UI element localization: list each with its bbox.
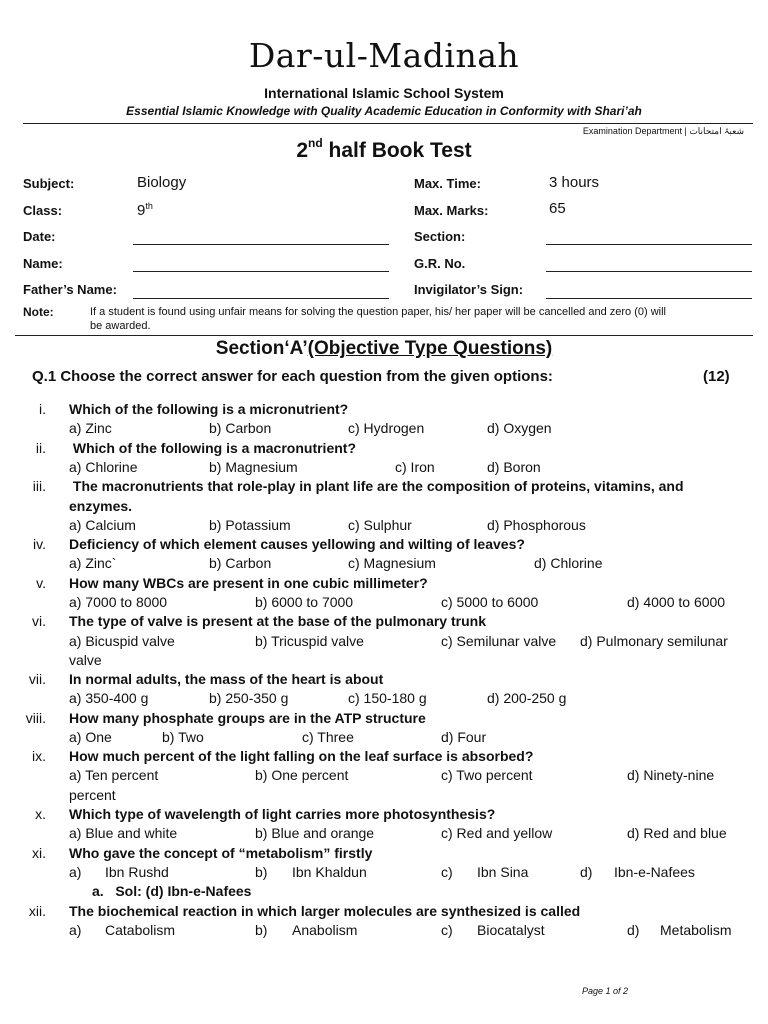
option-a[interactable]: a) 7000 to 8000	[69, 594, 168, 610]
max-marks-label: Max. Marks:	[414, 203, 489, 218]
question-text: The biochemical reaction in which larger molecules are synthesized is called	[69, 903, 581, 919]
option-c[interactable]: c) Three	[302, 729, 354, 745]
option-a[interactable]: Ibn Rushd	[105, 864, 169, 880]
note-label: Note:	[23, 305, 54, 319]
option-a[interactable]: a) Zinc`	[69, 555, 117, 571]
question-number: x.	[35, 806, 46, 822]
option-d[interactable]: d) Four	[441, 729, 487, 745]
father-name-field[interactable]	[133, 298, 389, 299]
option-a[interactable]: a) Bicuspid valve	[69, 633, 175, 649]
question-1-instruction: Q.1 Choose the correct answer for each question from the given options:	[32, 368, 553, 385]
option-d[interactable]: d) Oxygen	[487, 420, 552, 436]
option-d[interactable]: d) Chlorine	[534, 555, 603, 571]
option-c[interactable]: Biocatalyst	[477, 922, 545, 938]
name-label: Name:	[23, 256, 63, 271]
section-heading	[0, 338, 768, 360]
date-label: Date:	[23, 229, 56, 244]
question-number: vii.	[28, 671, 46, 687]
option-d[interactable]: d) 4000 to 6000	[627, 594, 726, 610]
question-number: viii.	[25, 710, 46, 726]
gr-number-label: G.R. No.	[414, 256, 466, 271]
max-time-value: 3 hours	[549, 174, 600, 191]
option-b[interactable]: b) Potassium	[209, 517, 291, 533]
school-logo: Dar-ul-Madinah	[248, 36, 520, 75]
option-c[interactable]: c) Two percent	[441, 767, 533, 783]
question-1-marks: (12)	[703, 368, 730, 385]
option-c[interactable]: c) Sulphur	[348, 517, 412, 533]
subject-label: Subject:	[23, 176, 75, 191]
title-number: 2	[296, 139, 309, 162]
question-number: iii.	[32, 478, 46, 494]
question-text: Who gave the concept of “metabolism” firstly	[69, 845, 373, 861]
question-number: vi.	[32, 613, 46, 629]
solution-text: a. Sol: (d) Ibn-e-Nafees	[92, 883, 252, 899]
option-a[interactable]: Catabolism	[105, 922, 176, 938]
option-d[interactable]: d) Ninety-nine	[627, 767, 715, 783]
page-number: Page 1 of 2	[582, 986, 629, 996]
note-line-1: If a student is found using unfair means for solving the question paper, his/ her paper will be cancelled and zero (0) will	[90, 306, 666, 318]
option-d[interactable]: d) Red and blue	[627, 825, 727, 841]
option-a-marker[interactable]: a)	[69, 922, 82, 938]
option-b[interactable]: b) 6000 to 7000	[255, 594, 354, 610]
question-number: iv.	[33, 536, 46, 552]
class-superscript: th	[145, 201, 153, 211]
section-prefix: Section‘A’	[215, 338, 308, 359]
option-c[interactable]: c) Magnesium	[348, 555, 436, 571]
question-text: How much percent of the light falling on the leaf surface is absorbed?	[69, 748, 534, 764]
option-d-marker[interactable]: d)	[580, 864, 593, 880]
section-subtitle: (Objective Type Questions)	[307, 338, 553, 359]
option-c[interactable]: Ibn Sina	[477, 864, 529, 880]
option-b-marker[interactable]: b)	[255, 864, 268, 880]
question-text: Which of the following is a macronutrient?	[69, 440, 356, 456]
class-value	[137, 201, 153, 219]
header-divider	[23, 123, 753, 124]
option-d-marker[interactable]: d)	[627, 922, 640, 938]
option-c[interactable]: c) Red and yellow	[441, 825, 553, 841]
option-b-marker[interactable]: b)	[255, 922, 268, 938]
option-b[interactable]: b) Carbon	[209, 555, 272, 571]
question-number: v.	[36, 575, 46, 591]
section-divider	[15, 335, 753, 336]
question-text: How many phosphate groups are in the ATP structure	[69, 710, 426, 726]
father-name-label: Father’s Name:	[23, 282, 117, 297]
max-time-label: Max. Time:	[414, 176, 481, 191]
name-field[interactable]	[133, 271, 389, 272]
option-b[interactable]: b) Two	[162, 729, 204, 745]
option-a[interactable]: a) Chlorine	[69, 459, 138, 475]
subject-value: Biology	[137, 174, 187, 191]
question-number: i.	[39, 401, 46, 417]
school-tagline: Essential Islamic Knowledge with Quality Academic Education in Conformity with Shari’ah	[126, 104, 642, 118]
class-label: Class:	[23, 203, 63, 218]
invigilator-sign-label: Invigilator’s Sign:	[414, 282, 524, 297]
option-a-marker[interactable]: a)	[69, 864, 82, 880]
option-d[interactable]: d) Phosphorous	[487, 517, 586, 533]
option-c[interactable]: c) Hydrogen	[348, 420, 425, 436]
option-d[interactable]: d) Pulmonary semilunar	[580, 633, 728, 649]
max-marks-value: 65	[549, 200, 566, 217]
question-text: The type of valve is present at the base of the pulmonary trunk	[69, 613, 486, 629]
question-number: xi.	[32, 845, 46, 861]
option-b[interactable]: b) Tricuspid valve	[255, 633, 364, 649]
gr-number-field[interactable]	[546, 271, 752, 272]
option-d[interactable]: d) Boron	[487, 459, 541, 475]
question-text-continued: enzymes.	[69, 498, 133, 514]
option-c[interactable]: c) 150-180 g	[348, 690, 427, 706]
question-text: How many WBCs are present in one cubic millimeter?	[69, 575, 428, 591]
page-title	[0, 138, 768, 163]
option-b[interactable]: b) 250-350 g	[209, 690, 289, 706]
option-a[interactable]: a) Blue and white	[69, 825, 178, 841]
option-c[interactable]: c) Iron	[395, 459, 435, 475]
question-number: ix.	[32, 748, 46, 764]
invigilator-sign-field[interactable]	[546, 298, 752, 299]
note-line-2: be awarded.	[90, 320, 151, 332]
section-label: Section:	[414, 229, 466, 244]
question-number: ii.	[35, 440, 46, 456]
option-c-marker[interactable]: c)	[441, 922, 453, 938]
option-c-marker[interactable]: c)	[441, 864, 453, 880]
question-text: Deficiency of which element causes yellowing and wilting of leaves?	[69, 536, 525, 552]
class-number: 9	[137, 202, 146, 219]
option-a[interactable]: a) 350-400 g	[69, 690, 149, 706]
question-text: The macronutrients that role-play in plant life are the composition of proteins, vitamins, and	[69, 478, 684, 494]
option-a[interactable]: a) Zinc	[69, 420, 112, 436]
option-wrap: percent	[69, 787, 116, 803]
question-text: In normal adults, the mass of the heart is about	[69, 671, 384, 687]
option-a[interactable]: a) One	[69, 729, 112, 745]
option-b[interactable]: b) Magnesium	[209, 459, 298, 475]
school-name: International Islamic School System	[264, 85, 504, 101]
date-field[interactable]	[133, 244, 389, 245]
option-d[interactable]: Ibn-e-Nafees	[614, 864, 695, 880]
option-d[interactable]: d) 200-250 g	[487, 690, 567, 706]
question-text: Which of the following is a micronutrient?	[69, 401, 349, 417]
title-superscript: nd	[308, 136, 323, 150]
option-b[interactable]: b) Blue and orange	[255, 825, 375, 841]
option-b[interactable]: b) One percent	[255, 767, 349, 783]
option-b[interactable]: Anabolism	[292, 922, 358, 938]
option-a[interactable]: a) Ten percent	[69, 767, 159, 783]
section-field[interactable]	[546, 244, 752, 245]
question-text: Which type of wavelength of light carries more photosynthesis?	[69, 806, 496, 822]
option-c[interactable]: c) Semilunar valve	[441, 633, 557, 649]
option-wrap: valve	[69, 652, 102, 668]
option-a[interactable]: a) Calcium	[69, 517, 136, 533]
option-b[interactable]: Ibn Khaldun	[292, 864, 367, 880]
question-number: xii.	[28, 903, 46, 919]
title-text: half Book Test	[322, 139, 472, 162]
option-d[interactable]: Metabolism	[660, 922, 732, 938]
examination-department: Examination Department | شعبۂ امتحانات	[582, 126, 744, 136]
option-c[interactable]: c) 5000 to 6000	[441, 594, 539, 610]
option-b[interactable]: b) Carbon	[209, 420, 272, 436]
